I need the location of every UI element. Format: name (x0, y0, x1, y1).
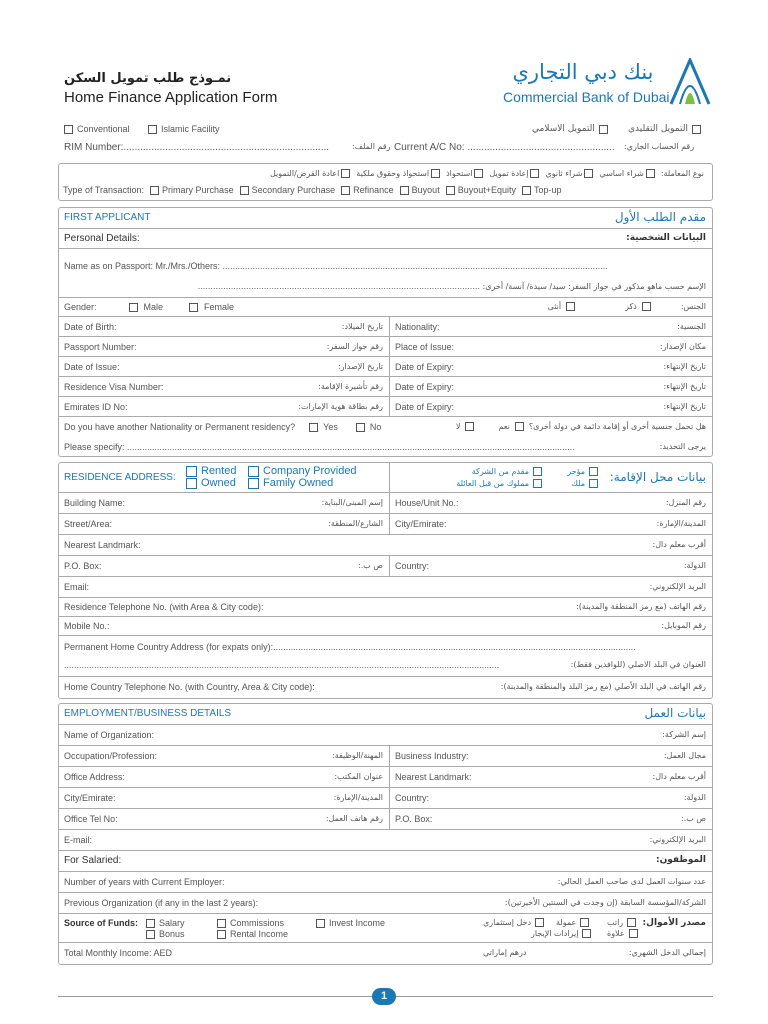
building-name-field[interactable]: Building Name: إسم المبنى/البناية: (59, 493, 390, 513)
rented-ar-option[interactable]: مؤجر (567, 467, 598, 476)
office-landmark-field[interactable]: Nearest Landmark: أقرب معلم دال: (395, 772, 706, 782)
personal-details-heading: Personal Details: (64, 233, 140, 244)
source-of-funds-label: Source of Funds: (64, 918, 138, 928)
emirates-id-label-arabic: رقم بطاقة هوية الإمارات: (298, 402, 383, 411)
residence-visa-field[interactable] (59, 377, 390, 396)
male-checkbox[interactable] (129, 303, 138, 312)
other-nationality-no-ar-checkbox[interactable] (465, 422, 474, 431)
passport-name-label: Name as on Passport: Mr./Mrs./Others: .......................................................................................................................................................... (64, 261, 608, 271)
form-title: Home Finance Application Form (64, 89, 278, 106)
visa-expiry-label: Date of Expiry: (395, 382, 455, 392)
funds-rental-ar-option[interactable]: إيرادات الإيجار (531, 929, 591, 938)
transaction-options-arabic (270, 169, 704, 178)
trans-option-buyout[interactable]: Buyout (400, 185, 440, 195)
current-account-field[interactable]: Current A/C No: ..................................................... (394, 142, 615, 153)
family-ar-option[interactable]: مملوك من قبل العائلة (456, 479, 542, 488)
first-applicant-title-arabic: مقدم الطلب الأول (614, 210, 706, 224)
female-checkbox[interactable] (189, 303, 198, 312)
male-label: Male (143, 302, 164, 312)
gender-group-arabic: الجنس: ذكر أنثى (547, 302, 706, 311)
transaction-label: Type of Transaction: (63, 185, 145, 195)
transaction-options (63, 185, 562, 195)
passport-expiry-label: Date of Expiry: (395, 362, 455, 372)
transaction-label-arabic: نوع المعاملة: (660, 169, 704, 178)
bank-logo (503, 58, 713, 108)
city-emirate-field[interactable]: City/Emirate: المدينة/الإمارة: (395, 519, 706, 529)
form-title-arabic: نمـوذج طلب تمويل السكن (64, 71, 232, 86)
residence-telephone-field[interactable]: Residence Telephone No. (with Area & City code): رقم الهاتف (مع رمز المنطقة والمدينة): (59, 598, 712, 617)
please-specify-field[interactable]: Please specify: ................................................................................................................................................................................... (64, 442, 575, 452)
option-conventional[interactable] (64, 124, 130, 134)
dob-field[interactable] (59, 317, 390, 336)
trans-ar-option[interactable]: اعادة القرض/التمويل (270, 169, 350, 178)
funds-commission-ar-option[interactable]: عمولة (556, 918, 589, 927)
house-unit-field[interactable]: House/Unit No.: رقم المنزل: (395, 498, 706, 508)
bank-name-arabic: بنك دبي التجاري (512, 60, 654, 84)
other-nationality-label: Do you have another Nationality or Permanent residency? (64, 422, 296, 432)
dob-label-arabic: تاريخ الميلاد: (341, 322, 383, 331)
place-of-issue-label: Place of Issue: (395, 342, 455, 352)
residence-visa-label-arabic: رقم تأشيرة الإقامة: (318, 382, 383, 391)
permanent-address-field[interactable]: Permanent Home Country Address (for expats only):................................................................................................................................................. .............................................................................................................................................................................. العنوان في البلد الاصلي (للوافدين فقط): (59, 636, 712, 677)
street-area-field[interactable]: Street/Area: الشارع/المنطقة: (59, 514, 390, 534)
emirates-id-expiry-label-arabic: تاريخ الإنتهاء: (663, 402, 706, 411)
other-nationality-no-checkbox[interactable] (356, 423, 365, 432)
office-po-box-field[interactable]: P.O. Box: ص ب.: (395, 814, 706, 824)
funds-bonus-ar-option[interactable]: علاوة (607, 929, 638, 938)
male-ar-checkbox[interactable] (642, 302, 651, 311)
family-owned-option[interactable]: Family Owned (248, 477, 333, 489)
place-of-issue-field[interactable] (390, 337, 712, 356)
funds-commissions-option[interactable]: Commissions (217, 918, 284, 928)
passport-number-label: Passport Number: (64, 342, 137, 352)
residence-address-section (58, 462, 713, 699)
trans-option-secondary[interactable]: Secondary Purchase (240, 185, 336, 195)
country-field[interactable]: Country: الدولة: (395, 561, 706, 571)
other-nationality-yes-checkbox[interactable] (309, 423, 318, 432)
trans-option-primary[interactable]: Primary Purchase (150, 185, 234, 195)
mobile-field[interactable]: Mobile No.: رقم الموبايل: (59, 617, 712, 636)
salaried-heading: For Salaried: (64, 855, 122, 866)
bank-emblem-icon (667, 58, 713, 106)
business-industry-field[interactable]: Business Industry: مجال العمل: (395, 751, 706, 761)
please-specify-label-arabic: يرجى التحديد: (659, 442, 706, 451)
office-city-field[interactable]: City/Emirate: المدينة/الإمارة: (59, 788, 390, 808)
date-of-issue-label-arabic: تاريخ الإصدار: (337, 362, 383, 371)
years-employer-field[interactable]: Number of years with Current Employer: عدد سنوات العمل لدى صاحب العمل الحالي: (59, 872, 712, 893)
employment-title-arabic: بيانات العمل (644, 706, 706, 720)
employment-title: EMPLOYMENT/BUSINESS DETAILS (64, 708, 232, 719)
nationality-label: Nationality: (395, 322, 440, 332)
other-nationality-yes-ar-checkbox[interactable] (515, 422, 524, 431)
islamic-checkbox[interactable] (148, 125, 157, 134)
date-of-issue-field[interactable] (59, 357, 390, 376)
trans-option-buyout-equity[interactable]: Buyout+Equity (446, 185, 516, 195)
emirates-id-field[interactable] (59, 397, 390, 416)
passport-number-label-arabic: رقم جواز السفر: (326, 342, 383, 351)
visa-expiry-label-arabic: تاريخ الإنتهاء: (663, 382, 706, 391)
funds-invest-ar-option[interactable]: دخل إستثماري (483, 918, 544, 927)
gender-group (64, 302, 234, 312)
transaction-type-box (58, 163, 713, 201)
source-of-funds-label-arabic: مصدر الأموال: (642, 918, 706, 928)
funds-bonus-option[interactable]: Bonus (146, 929, 185, 939)
funds-salary-option[interactable]: Salary (146, 918, 185, 928)
option-islamic[interactable] (148, 124, 220, 134)
conventional-checkbox[interactable] (64, 125, 73, 134)
other-nationality-group-arabic: هل تحمل جنسية أخرى أو إقامة دائمة في دولة أخرى؟ نعم لا (455, 422, 706, 431)
owned-ar-option[interactable]: ملك (571, 479, 598, 488)
employment-section (58, 703, 713, 965)
bank-name: Commercial Bank of Dubai (503, 89, 670, 105)
islamic-label: Islamic Facility (161, 124, 220, 134)
total-monthly-income-field[interactable]: Total Monthly Income: AED درهم إماراتي إجمالي الدخل الشهري: (64, 948, 706, 958)
nationality-field[interactable] (390, 317, 712, 336)
trans-option-refinance[interactable]: Refinance (341, 185, 394, 195)
nearest-landmark-field[interactable]: Nearest Landmark: أقرب معلم دال: (59, 535, 712, 556)
female-ar-checkbox[interactable] (566, 302, 575, 311)
office-country-field[interactable]: Country: الدولة: (395, 793, 706, 803)
funds-invest-option[interactable]: Invest Income (316, 918, 385, 928)
other-nationality-group: Do you have another Nationality or Permanent residency? Yes No (64, 422, 382, 432)
company-provided-option[interactable]: Company Provided (248, 465, 357, 477)
option-islamic-arabic[interactable] (532, 124, 608, 134)
office-address-field[interactable]: Office Address: عنوان المكتب: (59, 767, 390, 787)
home-country-telephone-field[interactable]: Home Country Telephone No. (with Country, Area & City code): رقم الهاتف في البلد الأصلي (مع رمز البلد والمنطقة والمدينة): (64, 682, 706, 692)
page-number: 1 (372, 988, 396, 1005)
islamic-ar-checkbox[interactable] (599, 125, 608, 134)
funds-rental-option[interactable]: Rental Income (217, 929, 288, 939)
option-conventional-arabic[interactable] (628, 124, 701, 134)
owned-option[interactable]: Owned (186, 477, 236, 489)
funds-salary-ar-option[interactable]: راتب (607, 918, 636, 927)
residence-address-title-arabic: بيانات محل الإقامة: (609, 470, 706, 484)
first-applicant-title: FIRST APPLICANT (64, 212, 151, 223)
residence-address-title: RESIDENCE ADDRESS: (64, 472, 176, 483)
trans-ar-option[interactable]: استحواذ وحقوق ملكية (356, 169, 440, 178)
emirates-id-expiry-label: Date of Expiry: (395, 402, 455, 412)
emirates-id-expiry-field[interactable] (390, 397, 712, 416)
salaried-heading-arabic: الموظفون: (655, 855, 706, 865)
passport-number-field[interactable] (59, 337, 390, 356)
rim-number-field[interactable]: RIM Number:.......................................................................... (64, 142, 330, 153)
po-box-field[interactable]: P.O. Box: ص ب.: (59, 556, 390, 576)
trans-ar-option[interactable]: شراء اساسي (599, 169, 654, 178)
previous-organization-field[interactable]: Previous Organization (if any in the last 2 years): الشركة/المؤسسة السابقة (إن وجدت في السنتين الأخيرتين): (59, 893, 712, 914)
dob-label: Date of Birth: (64, 322, 117, 332)
islamic-ar-label: التمويل الاسلامي (532, 124, 595, 134)
conventional-label: Conventional (77, 124, 130, 134)
current-account-label-arabic: رقم الحساب الجاري: (624, 142, 695, 151)
first-applicant-section (58, 207, 713, 457)
passport-name-field[interactable] (59, 249, 712, 298)
residence-visa-label: Residence Visa Number: (64, 382, 164, 392)
place-of-issue-label-arabic: مكان الإصدار: (659, 342, 706, 351)
passport-expiry-label-arabic: تاريخ الإنتهاء: (663, 362, 706, 371)
office-email-field[interactable]: E-mail: البريد الإلكتروني: (59, 830, 712, 851)
visa-expiry-field[interactable] (390, 377, 712, 396)
organization-field[interactable]: Name of Organization: إسم الشركة: (59, 725, 712, 746)
trans-ar-option[interactable]: شراء ثانوي (545, 169, 593, 178)
gender-label: Gender: (64, 302, 97, 312)
trans-ar-option[interactable]: إعادة تمويل (489, 169, 539, 178)
email-field[interactable]: Email: البريد الإلكتروني: (59, 577, 712, 598)
trans-option-topup[interactable]: Top-up (522, 185, 562, 195)
occupation-field[interactable]: Occupation/Profession: المهنة/الوظيفة: (59, 746, 390, 766)
passport-expiry-field[interactable] (390, 357, 712, 376)
rim-number-label-arabic: رقم الملف: (352, 142, 391, 151)
nationality-label-arabic: الجنسية: (677, 322, 706, 331)
date-of-issue-label: Date of Issue: (64, 362, 120, 372)
female-label: Female (204, 302, 235, 312)
company-ar-option[interactable]: مقدم من الشركة (472, 467, 542, 476)
trans-ar-option[interactable]: استحواذ (446, 169, 483, 178)
passport-name-label-arabic: الإسم حسب ماهو مذكور في جواز السفر: سيد/ سيدة/ آنسة/ أخرى: ............................................................................................................... (197, 282, 706, 291)
emirates-id-label: Emirates ID No: (64, 402, 128, 412)
conventional-ar-label: التمويل التقليدي (628, 124, 688, 134)
rented-option[interactable]: Rented (186, 465, 236, 477)
office-tel-field[interactable]: Office Tel No: رقم هاتف العمل: (59, 809, 390, 829)
conventional-ar-checkbox[interactable] (692, 125, 701, 134)
personal-details-heading-arabic: البيانات الشخصية: (626, 233, 706, 243)
